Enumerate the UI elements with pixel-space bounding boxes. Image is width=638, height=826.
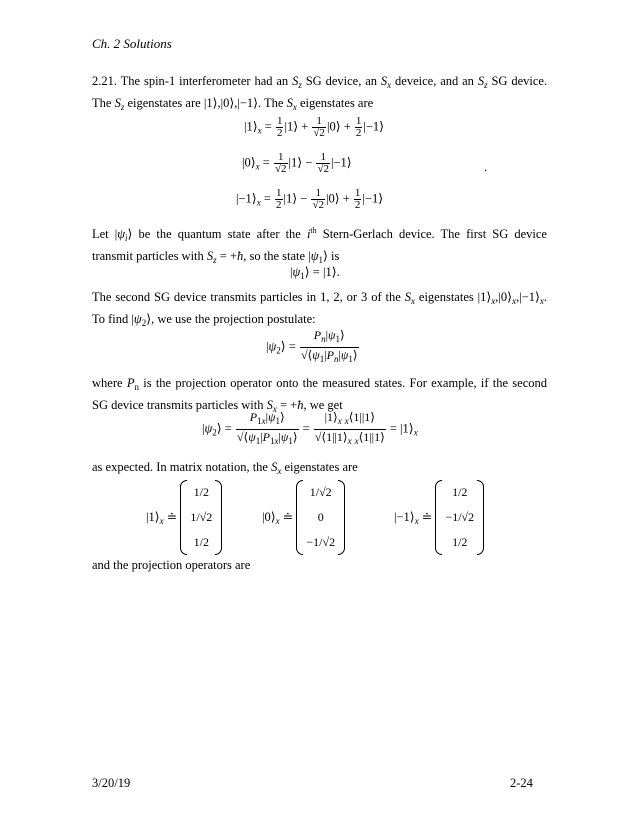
matrix-neg1x-cell: 1/2 xyxy=(452,535,468,549)
matrix-neg1x-cell: 1/2 xyxy=(452,485,468,499)
footer-date: 3/20/19 xyxy=(92,776,131,790)
matrix-ket-0x: $|0⟩_x$ ≐ 1/√2 0 −1/√2 xyxy=(262,480,345,555)
matrix-0x xyxy=(296,480,345,555)
let-paragraph: Let $|\psi_i⟩$ be the quantum state after the $i^{th}$ Stern-Gerlach device. The first SG device transmit particles with $S_z$ = +ħ, so the state $|\psi_1⟩$ is xyxy=(92,226,547,265)
second-text-a: The second SG device transmits particles in 1, 2, or 3 of the xyxy=(92,290,401,304)
matrix-1x-cell: 1/2 xyxy=(193,535,209,549)
second-text-c: . To find xyxy=(92,290,547,326)
let-text-d: , so the state xyxy=(243,249,306,263)
matrix-1x-cell: 1/2 xyxy=(193,485,209,499)
let-text-e: is xyxy=(331,249,340,263)
problem-number: 2.21. xyxy=(92,74,117,88)
problem-statement: 2.21. The spin-1 interferometer had an $S_z$ SG device, an $S_x$ deveice, and an $S_z$ SG device. The $S_z$ eigenstates are |1⟩,|0⟩,|−1⟩. The $S_x$ eigenstates are xyxy=(92,74,548,112)
matrix-ket-neg1x: $|-1⟩_x$ ≐ 1/2 −1/√2 1/2 xyxy=(394,480,484,555)
second-text-b: eigenstates xyxy=(418,290,474,304)
eigenstate-eq-neg1: $|-1⟩_x$ = $\frac{1}{2}$ |1⟩ − $\frac{1}{√2}$ |0⟩ + $\frac{1}{2}$ |−1⟩ xyxy=(236,187,384,211)
psi1-eq: $|\psi_1⟩$ = |1⟩. xyxy=(290,265,340,281)
matrix-0x-cell: −1/√2 xyxy=(306,535,336,549)
matrix-ket-1x: $|1⟩_x$ ≐ 1/2 1/√2 1/2 xyxy=(146,480,222,555)
expected-text-a: as expected. In matrix notation, the xyxy=(92,460,268,474)
chapter-header: Ch. 2 Solutions xyxy=(92,36,172,51)
let-text-a: Let xyxy=(92,227,109,241)
projection-operators-text: and the projection operators are xyxy=(92,558,251,572)
matrix-0x-cell: 1/√2 xyxy=(309,485,332,499)
matrix-0x-cell: 0 xyxy=(317,510,324,524)
eq-period: . xyxy=(484,160,488,174)
eigenstate-eq-1: $|1⟩_x$ = $\frac{1}{2}$ |1⟩ + $\frac{1}{√2}$ |0⟩ + $\frac{1}{2}$ |−1⟩ xyxy=(244,115,385,139)
intro-text-e: device. The xyxy=(92,74,548,110)
projection-postulate-eq: $|\psi_2⟩$ = $\frac{P_n|\psi_1⟩}{√⟨\psi_1|P_n|\psi_1⟩}$ xyxy=(266,328,358,364)
intro-text-h: eigenstates are xyxy=(299,96,374,110)
matrix-neg1x-cell: −1/√2 xyxy=(445,510,475,524)
where-text-c: , we get xyxy=(303,398,343,412)
footer-page-number: 2-24 xyxy=(510,776,533,790)
example-calculation-eq: $|\psi_2⟩$ = $\frac{P_{1x}|\psi_1⟩}{√⟨\psi_1|P_{1x}|\psi_1⟩}$ = $\frac{|1⟩_x _x⟨1||1⟩}{√⟨1||1⟩_x _x⟨1||1⟩}$ = $|1⟩_x$ xyxy=(202,410,418,446)
intro-text-f: eigenstates are xyxy=(127,96,201,110)
intro-text-b: SG device, an xyxy=(305,74,378,88)
matrix-neg1x xyxy=(435,480,484,555)
expected-paragraph: as expected. In matrix notation, the $S_x$ eigenstates are xyxy=(92,460,358,476)
intro-text-d: SG xyxy=(491,74,508,88)
let-text-b: be the quantum state after the xyxy=(138,227,301,241)
second-text-d: , we use the projection postulate: xyxy=(151,312,316,326)
expected-text-b: eigenstates are xyxy=(284,460,358,474)
intro-text-c: deveice, and an xyxy=(395,74,474,88)
let-text-c: Stern-Gerlach device. The first SG device transmit particles with xyxy=(92,227,547,263)
where-text-a: where xyxy=(92,376,123,390)
where-paragraph: where $P_n$ is the projection operator onto the measured states. For example, if the second SG device transmits particles with $S_x$ = +ħ, we get xyxy=(92,376,548,414)
intro-text-g: . The xyxy=(258,96,284,110)
eigenstate-eq-0: $|0⟩_x$ = $\frac{1}{√2}$ |1⟩ − $\frac{1}{√2}$ |−1⟩ xyxy=(242,151,352,175)
where-text-b: is the projection operator onto the measured states. For example, if the second SG device transmits particles with xyxy=(92,376,548,412)
intro-text-a: The spin-1 interferometer had an xyxy=(120,74,289,88)
matrix-1x xyxy=(180,480,222,555)
matrix-1x-cell: 1/√2 xyxy=(190,510,213,524)
second-sg-paragraph: The second SG device transmits particles in 1, 2, or 3 of the $S_x$ eigenstates $|1⟩_x,|0⟩_x,|-1⟩_x$. To find $|\psi_2⟩$, we use the projection postulate: xyxy=(92,290,547,328)
